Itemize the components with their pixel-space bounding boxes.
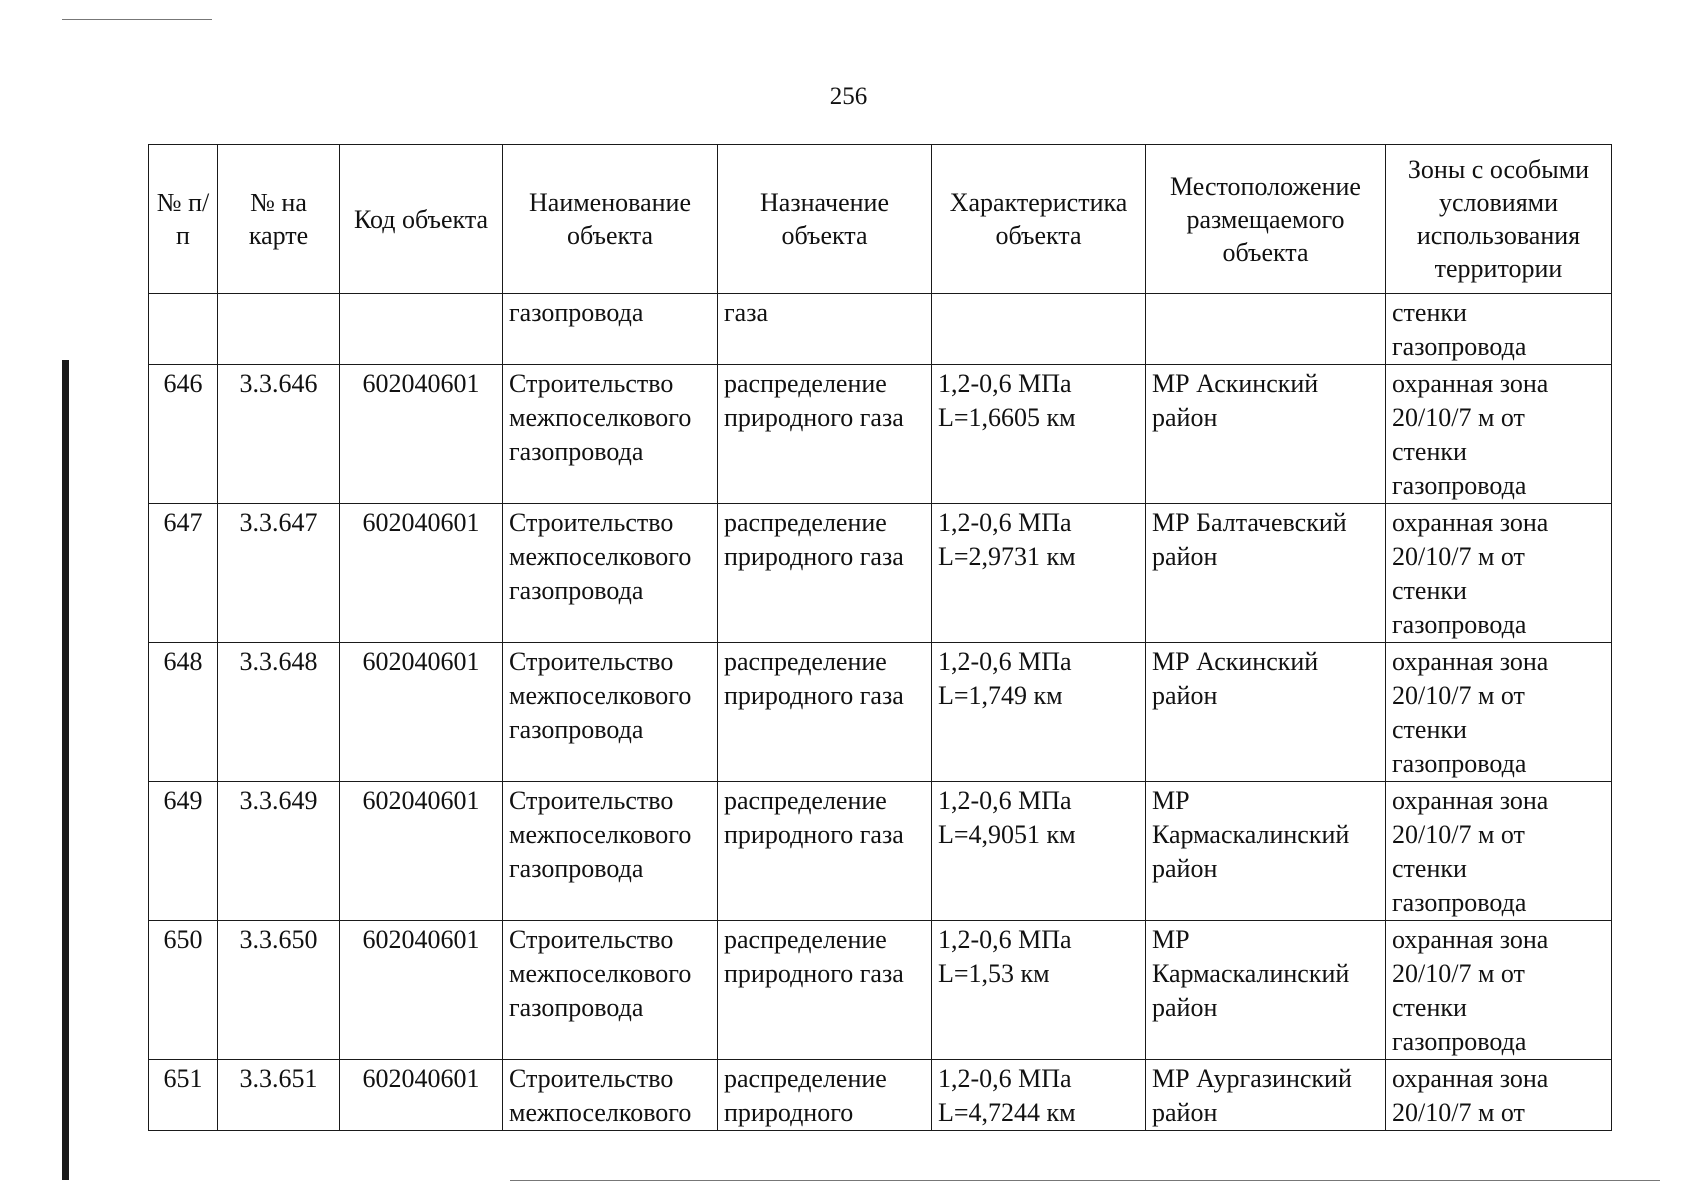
cell-object-characteristics: 1,2-0,6 МПа L=4,7244 км — [932, 1060, 1146, 1131]
header-map-number: № на карте — [218, 145, 340, 294]
cell-number: 649 — [149, 782, 218, 921]
cell-number — [149, 294, 218, 365]
cell-number: 648 — [149, 643, 218, 782]
cell-special-zones: стенки газопровода — [1386, 294, 1612, 365]
cell-object-location: МР Аскинский район — [1146, 643, 1386, 782]
cell-object-code: 602040601 — [340, 1060, 503, 1131]
cell-map-number: 3.3.650 — [218, 921, 340, 1060]
cell-object-location: МР Кармаскалинский район — [1146, 921, 1386, 1060]
cell-map-number — [218, 294, 340, 365]
cell-map-number: 3.3.651 — [218, 1060, 340, 1131]
cell-object-name: газопровода — [503, 294, 718, 365]
cell-object-purpose: распределение природного газа — [718, 365, 932, 504]
cell-special-zones: охранная зона 20/10/7 м от стенки газопровода — [1386, 504, 1612, 643]
cell-object-name: Строительство межпоселкового газопровода — [503, 921, 718, 1060]
page-number: 256 — [829, 83, 868, 110]
cell-object-purpose: распределение природного газа — [718, 782, 932, 921]
cell-object-purpose: распределение природного газа — [718, 504, 932, 643]
cell-object-code: 602040601 — [340, 365, 503, 504]
cell-object-purpose: газа — [718, 294, 932, 365]
table-row — [149, 365, 1612, 504]
table-row-continuation — [149, 294, 1612, 365]
cell-object-name: Строительство межпоселкового — [503, 1060, 718, 1131]
header-object-location: Местоположение размещаемого объекта — [1146, 145, 1386, 294]
cell-object-characteristics — [932, 294, 1146, 365]
cell-number: 651 — [149, 1060, 218, 1131]
cell-special-zones: охранная зона 20/10/7 м от стенки газопровода — [1386, 643, 1612, 782]
cell-object-code: 602040601 — [340, 504, 503, 643]
cell-map-number: 3.3.649 — [218, 782, 340, 921]
cell-special-zones: охранная зона 20/10/7 м от — [1386, 1060, 1612, 1131]
cell-object-name: Строительство межпоселкового газопровода — [503, 782, 718, 921]
cell-object-name: Строительство межпоселкового газопровода — [503, 504, 718, 643]
scan-artifact-bottom-line — [510, 1180, 1660, 1181]
table-header-row — [149, 145, 1612, 294]
cell-object-code — [340, 294, 503, 365]
header-object-name: Наименование объекта — [503, 145, 718, 294]
cell-object-code: 602040601 — [340, 643, 503, 782]
cell-object-characteristics: 1,2-0,6 МПа L=4,9051 км — [932, 782, 1146, 921]
header-object-purpose: Назначение объекта — [718, 145, 932, 294]
table-row — [149, 782, 1612, 921]
objects-table — [148, 144, 1612, 1131]
cell-number: 650 — [149, 921, 218, 1060]
cell-object-location — [1146, 294, 1386, 365]
cell-object-purpose: распределение природного газа — [718, 921, 932, 1060]
cell-object-purpose: распределение природного — [718, 1060, 932, 1131]
cell-object-code: 602040601 — [340, 782, 503, 921]
cell-object-code: 602040601 — [340, 921, 503, 1060]
cell-object-characteristics: 1,2-0,6 МПа L=1,749 км — [932, 643, 1146, 782]
table-row — [149, 643, 1612, 782]
scan-artifact-top-line — [62, 19, 212, 20]
table-row — [149, 1060, 1612, 1131]
cell-object-location: МР Кармаскалинский район — [1146, 782, 1386, 921]
cell-special-zones: охранная зона 20/10/7 м от стенки газопровода — [1386, 782, 1612, 921]
table-row — [149, 921, 1612, 1060]
cell-map-number: 3.3.647 — [218, 504, 340, 643]
cell-map-number: 3.3.648 — [218, 643, 340, 782]
header-object-characteristics: Характеристика объекта — [932, 145, 1146, 294]
scan-artifact-left-bar — [62, 360, 69, 1180]
cell-object-purpose: распределение природного газа — [718, 643, 932, 782]
cell-map-number: 3.3.646 — [218, 365, 340, 504]
cell-object-location: МР Аургазинский район — [1146, 1060, 1386, 1131]
cell-object-location: МР Аскинский район — [1146, 365, 1386, 504]
cell-number: 646 — [149, 365, 218, 504]
cell-special-zones: охранная зона 20/10/7 м от стенки газопровода — [1386, 921, 1612, 1060]
header-special-zones: Зоны с особыми условиями использования территории — [1386, 145, 1612, 294]
cell-object-characteristics: 1,2-0,6 МПа L=2,9731 км — [932, 504, 1146, 643]
header-object-code: Код объекта — [340, 145, 503, 294]
cell-object-name: Строительство межпоселкового газопровода — [503, 643, 718, 782]
cell-object-characteristics: 1,2-0,6 МПа L=1,53 км — [932, 921, 1146, 1060]
header-number: № п/п — [149, 145, 218, 294]
cell-number: 647 — [149, 504, 218, 643]
cell-object-characteristics: 1,2-0,6 МПа L=1,6605 км — [932, 365, 1146, 504]
cell-special-zones: охранная зона 20/10/7 м от стенки газопровода — [1386, 365, 1612, 504]
cell-object-location: МР Балтачевский район — [1146, 504, 1386, 643]
table-row — [149, 504, 1612, 643]
cell-object-name: Строительство межпоселкового газопровода — [503, 365, 718, 504]
